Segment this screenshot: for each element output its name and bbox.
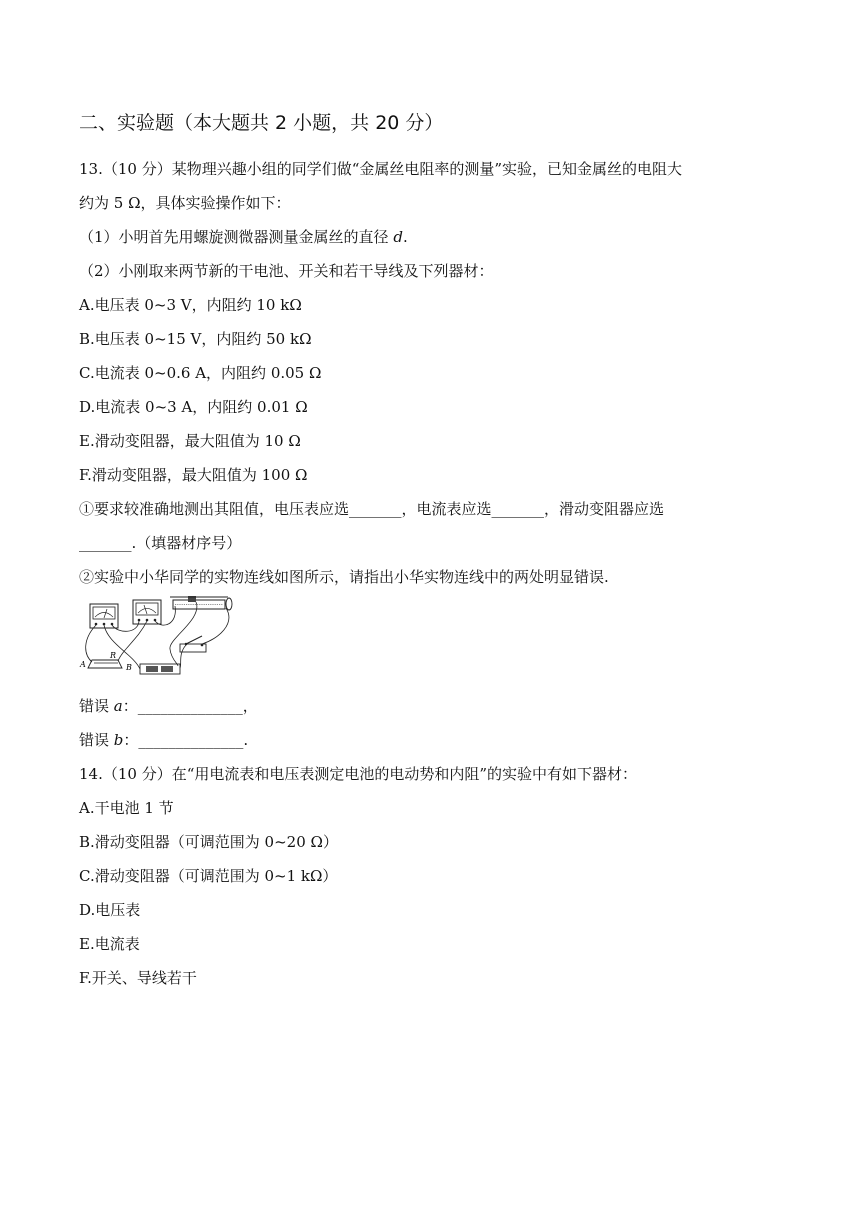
q14-option-e: E.电流表: [79, 935, 140, 953]
error-b-label: 错误: [79, 731, 114, 749]
error-b-var: b: [113, 731, 124, 749]
q13-sub1-line1: ①要求较准确地测出其阻值，电压表应选_______，电流表应选_______，滑动变阻器应选: [79, 500, 665, 518]
q13-stem-line2: 约为 5 Ω，具体实验操作如下：: [79, 194, 291, 212]
q13-sub1-line2: _______.（填器材序号）: [79, 534, 242, 552]
resistor-board-icon: [88, 660, 122, 668]
q14-option-f: F.开关、导线若干: [79, 969, 197, 987]
q14-stem: 14.（10 分）在“用电流表和电压表测定电池的电动势和内阻”的实验中有如下器材：: [79, 765, 638, 783]
q13-part2: （2）小刚取来两节新的干电池、开关和若干导线及下列器材：: [79, 262, 494, 280]
q13-option-a: A.电压表 0~3 V，内阻约 10 kΩ: [79, 296, 302, 314]
q13-option-d: D.电流表 0~3 A，内阻约 0.01 Ω: [79, 398, 308, 416]
voltmeter-icon: [90, 604, 118, 628]
ammeter-icon: [133, 600, 161, 624]
q14-option-c: C.滑动变阻器（可调范围为 0~1 kΩ）: [79, 867, 338, 885]
q13-part1-end: .: [402, 228, 408, 246]
q13-option-c: C.电流表 0~0.6 A，内阻约 0.05 Ω: [79, 364, 322, 382]
circuit-diagram: [78, 594, 238, 679]
q13-option-b: B.电压表 0~15 V，内阻约 50 kΩ: [79, 330, 312, 348]
q14-option-b: B.滑动变阻器（可调范围为 0~20 Ω）: [79, 833, 338, 851]
error-a-blank: ：______________，: [122, 697, 258, 715]
q13-option-e: E.滑动变阻器，最大阻值为 10 Ω: [79, 432, 301, 450]
q13-option-f: F.滑动变阻器，最大阻值为 100 Ω: [79, 466, 308, 484]
q14-option-a: A.干电池 1 节: [79, 799, 174, 817]
q13-sub2: ②实验中小华同学的实物连线如图所示，请指出小华实物连线中的两处明显错误.: [79, 568, 609, 586]
q13-error-b: [79, 730, 248, 750]
q14-option-d: D.电压表: [79, 901, 141, 919]
label-a: A: [80, 660, 86, 669]
error-b-blank: ：______________.: [123, 731, 249, 749]
q13-part1-text: （1）小明首先用螺旋测微器测量金属丝的直径: [79, 228, 394, 246]
q13-part1-var: d: [393, 228, 403, 246]
q13-part1: [79, 227, 408, 247]
label-r: R: [110, 651, 117, 660]
rheostat-icon: [170, 596, 232, 610]
label-b: B: [126, 663, 132, 672]
error-a-var: a: [113, 697, 123, 715]
section-title: 二、实验题（本大题共 2 小题，共 20 分）: [79, 112, 444, 134]
q13-error-a: [79, 696, 258, 716]
q13-stem-line1: 13.（10 分）某物理兴趣小组的同学们做“金属丝电阻率的测量”实验，已知金属丝的电阻大: [79, 160, 683, 178]
battery-icon: [140, 664, 180, 674]
error-a-label: 错误: [79, 697, 114, 715]
